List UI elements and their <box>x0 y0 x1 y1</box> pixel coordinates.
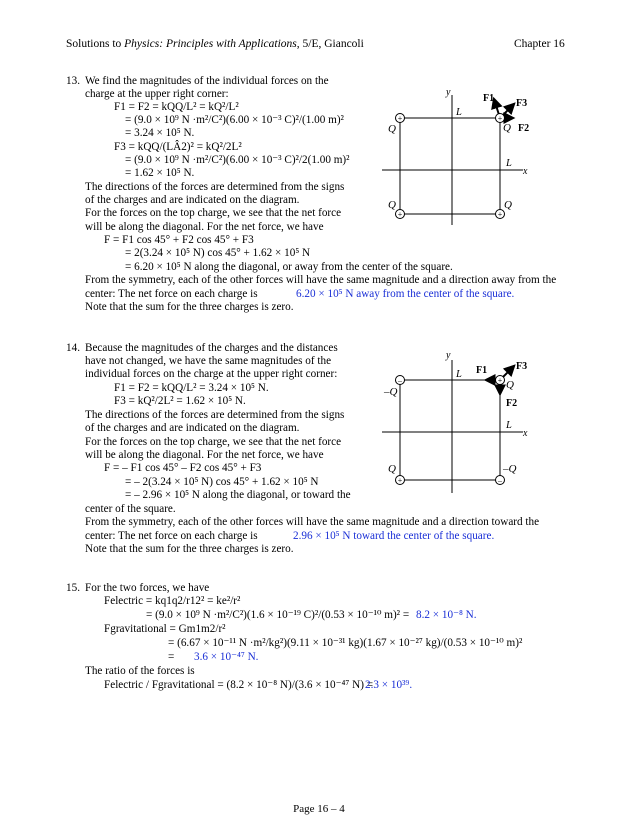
p13-sign-br: + <box>497 210 503 219</box>
p13-side-label-top: L <box>456 107 462 118</box>
p13-line: F1 = F2 = kQQ/L² = kQ²/L² <box>114 101 239 113</box>
page-footer: Page 16 – 4 <box>293 803 345 815</box>
p14-line: For the forces on the top charge, we see that the net force <box>85 436 342 448</box>
p14-line: = – 2(3.24 × 10⁵ N) cos 45° + 1.62 × 10⁵ N <box>125 476 319 488</box>
p15-line: For the two forces, we have <box>85 582 210 594</box>
p15-line: The ratio of the forces is <box>85 665 195 677</box>
p14-line: F = – F1 cos 45° – F2 cos 45° + F3 <box>104 462 262 474</box>
p15-answer-ratio: 2.3 × 10³⁹. <box>365 679 413 691</box>
p14-line: center of the square. <box>85 503 176 515</box>
p14-line: From the symmetry, each of the other forces will have the same magnitude and a direction toward the <box>85 516 540 528</box>
p13-line: We find the magnitudes of the individual forces on the <box>85 75 329 87</box>
p14-force-2-label: F2 <box>506 398 518 409</box>
p13-line: center: The net force on each charge is <box>85 288 258 300</box>
p14-line: individual forces on the charge at the upper right corner: <box>85 368 338 380</box>
p13-line: will be along the diagonal. For the net force, we have <box>85 221 324 233</box>
p14-line: have not changed, we have the same magnitudes of the <box>85 355 332 367</box>
p13-charge-label-br: Q <box>504 199 512 211</box>
p13-force-2-label: F2 <box>518 123 530 134</box>
p14-answer: 2.96 × 10⁵ N toward the center of the square. <box>293 530 495 542</box>
p15-answer-electric: 8.2 × 10⁻⁸ N. <box>416 609 477 621</box>
header-suffix: , 5/E, Giancoli <box>296 38 364 50</box>
p15-line: Felectric = kq1q2/r12² = ke²/r² <box>104 595 241 607</box>
p14-sign-tr: + <box>497 376 503 385</box>
p13-line: = (9.0 × 10⁹ N ·m²/C²)(6.00 × 10⁻³ C)²/(1.00 m)² <box>125 114 344 126</box>
p13-line: The directions of the forces are determined from the signs <box>85 181 345 193</box>
p13-sign-tl: + <box>397 114 403 123</box>
p14-line: F3 = kQ²/2L² = 1.62 × 10⁵ N. <box>114 395 246 407</box>
p13-line: of the charges and are indicated on the diagram. <box>85 194 300 206</box>
p13-charge-label-bl: Q <box>388 199 396 211</box>
p13-axis-y-label: y <box>446 87 451 98</box>
p13-line: = (9.0 × 10⁹ N ·m²/C²)(6.00 × 10⁻³ C)²/2(1.00 m)² <box>125 154 350 166</box>
p14-line: will be along the diagonal. For the net force, we have <box>85 449 324 461</box>
p14-sign-br: – <box>498 476 502 485</box>
p13-axis-x-label: x <box>523 166 528 177</box>
p14-sign-bl: + <box>397 476 403 485</box>
p13-answer: 6.20 × 10⁵ N away from the center of the square. <box>296 288 515 300</box>
p14-charge-label-tl: –Q <box>384 386 398 398</box>
p13-force-3-label: F3 <box>516 98 528 109</box>
p14-line: The directions of the forces are determined from the signs <box>85 409 345 421</box>
p15-line: = <box>168 651 175 663</box>
p14-line: F1 = F2 = kQQ/L² = 3.24 × 10⁵ N. <box>114 382 269 394</box>
p13-line: = 3.24 × 10⁵ N. <box>125 127 195 139</box>
p13-charge-label-tl: Q <box>388 123 396 135</box>
p14-axis-x-label: x <box>523 428 528 439</box>
page-header-right: Chapter 16 <box>514 38 565 50</box>
p13-line: For the forces on the top charge, we see that the net force <box>85 207 342 219</box>
p14-charge-label-br: –Q <box>503 463 517 475</box>
p14-square <box>400 380 500 480</box>
p15-line: = (9.0 × 10⁹ N ·m²/C²)(1.6 × 10⁻¹⁹ C)²/(0.53 × 10⁻¹⁰ m)² = <box>146 609 410 621</box>
p13-line: = 6.20 × 10⁵ N along the diagonal, or away from the center of the square. <box>125 261 453 273</box>
p13-line: charge at the upper right corner: <box>85 88 229 100</box>
p14-side-label-top: L <box>456 369 462 380</box>
p14-line: Because the magnitudes of the charges and the distances <box>85 342 338 354</box>
p14-side-label-right: L <box>506 420 512 431</box>
p13-force-1-label: F1 <box>483 93 495 104</box>
p14-line: = – 2.96 × 10⁵ N along the diagonal, or toward the <box>125 489 351 501</box>
p13-line: F = F1 cos 45° + F2 cos 45° + F3 <box>104 234 254 246</box>
p14-line: center: The net force on each charge is <box>85 530 258 542</box>
p15-line: Felectric / Fgravitational = (8.2 × 10⁻⁸ N)/(3.6 × 10⁻⁴⁷ N) = <box>104 679 374 691</box>
p13-charge-label-tr: Q <box>503 122 511 134</box>
p13-line: Note that the sum for the three charges is zero. <box>85 301 294 313</box>
p14-line: Note that the sum for the three charges is zero. <box>85 543 294 555</box>
p13-sign-tr: + <box>497 114 503 123</box>
p15-answer-gravitational: 3.6 × 10⁻⁴⁷ N. <box>194 651 259 663</box>
header-book-title: Physics: Principles with Applications <box>124 38 297 50</box>
p13-sign-bl: + <box>397 210 403 219</box>
p14-sign-tl: – <box>398 376 402 385</box>
p14-axis-y-label: y <box>446 350 451 361</box>
problem-14-number: 14. <box>66 342 80 354</box>
p14-charge-label-tr: Q <box>506 379 514 391</box>
p13-line: F3 = kQQ/(LÂ2)² = kQ²/2L² <box>114 141 242 153</box>
p13-line: = 2(3.24 × 10⁵ N) cos 45° + 1.62 × 10⁵ N <box>125 247 311 259</box>
p13-line: = 1.62 × 10⁵ N. <box>125 167 195 179</box>
p14-line: of the charges and are indicated on the diagram. <box>85 422 300 434</box>
p13-side-label-right: L <box>506 158 512 169</box>
p14-force-1-label: F1 <box>476 365 488 376</box>
p14-charge-label-bl: Q <box>388 463 396 475</box>
p15-line: Fgravitational = Gm1m2/r² <box>104 623 226 635</box>
problem-15-number: 15. <box>66 582 80 594</box>
p14-force-3-label: F3 <box>516 361 528 372</box>
problem-13-number: 13. <box>66 75 80 87</box>
header-prefix: Solutions to <box>66 38 125 50</box>
p15-line: = (6.67 × 10⁻¹¹ N ·m²/kg²)(9.11 × 10⁻³¹ kg)(1.67 × 10⁻²⁷ kg)/(0.53 × 10⁻¹⁰ m)² <box>168 637 523 649</box>
p13-line: From the symmetry, each of the other forces will have the same magnitude and a direction away from the <box>85 274 557 286</box>
